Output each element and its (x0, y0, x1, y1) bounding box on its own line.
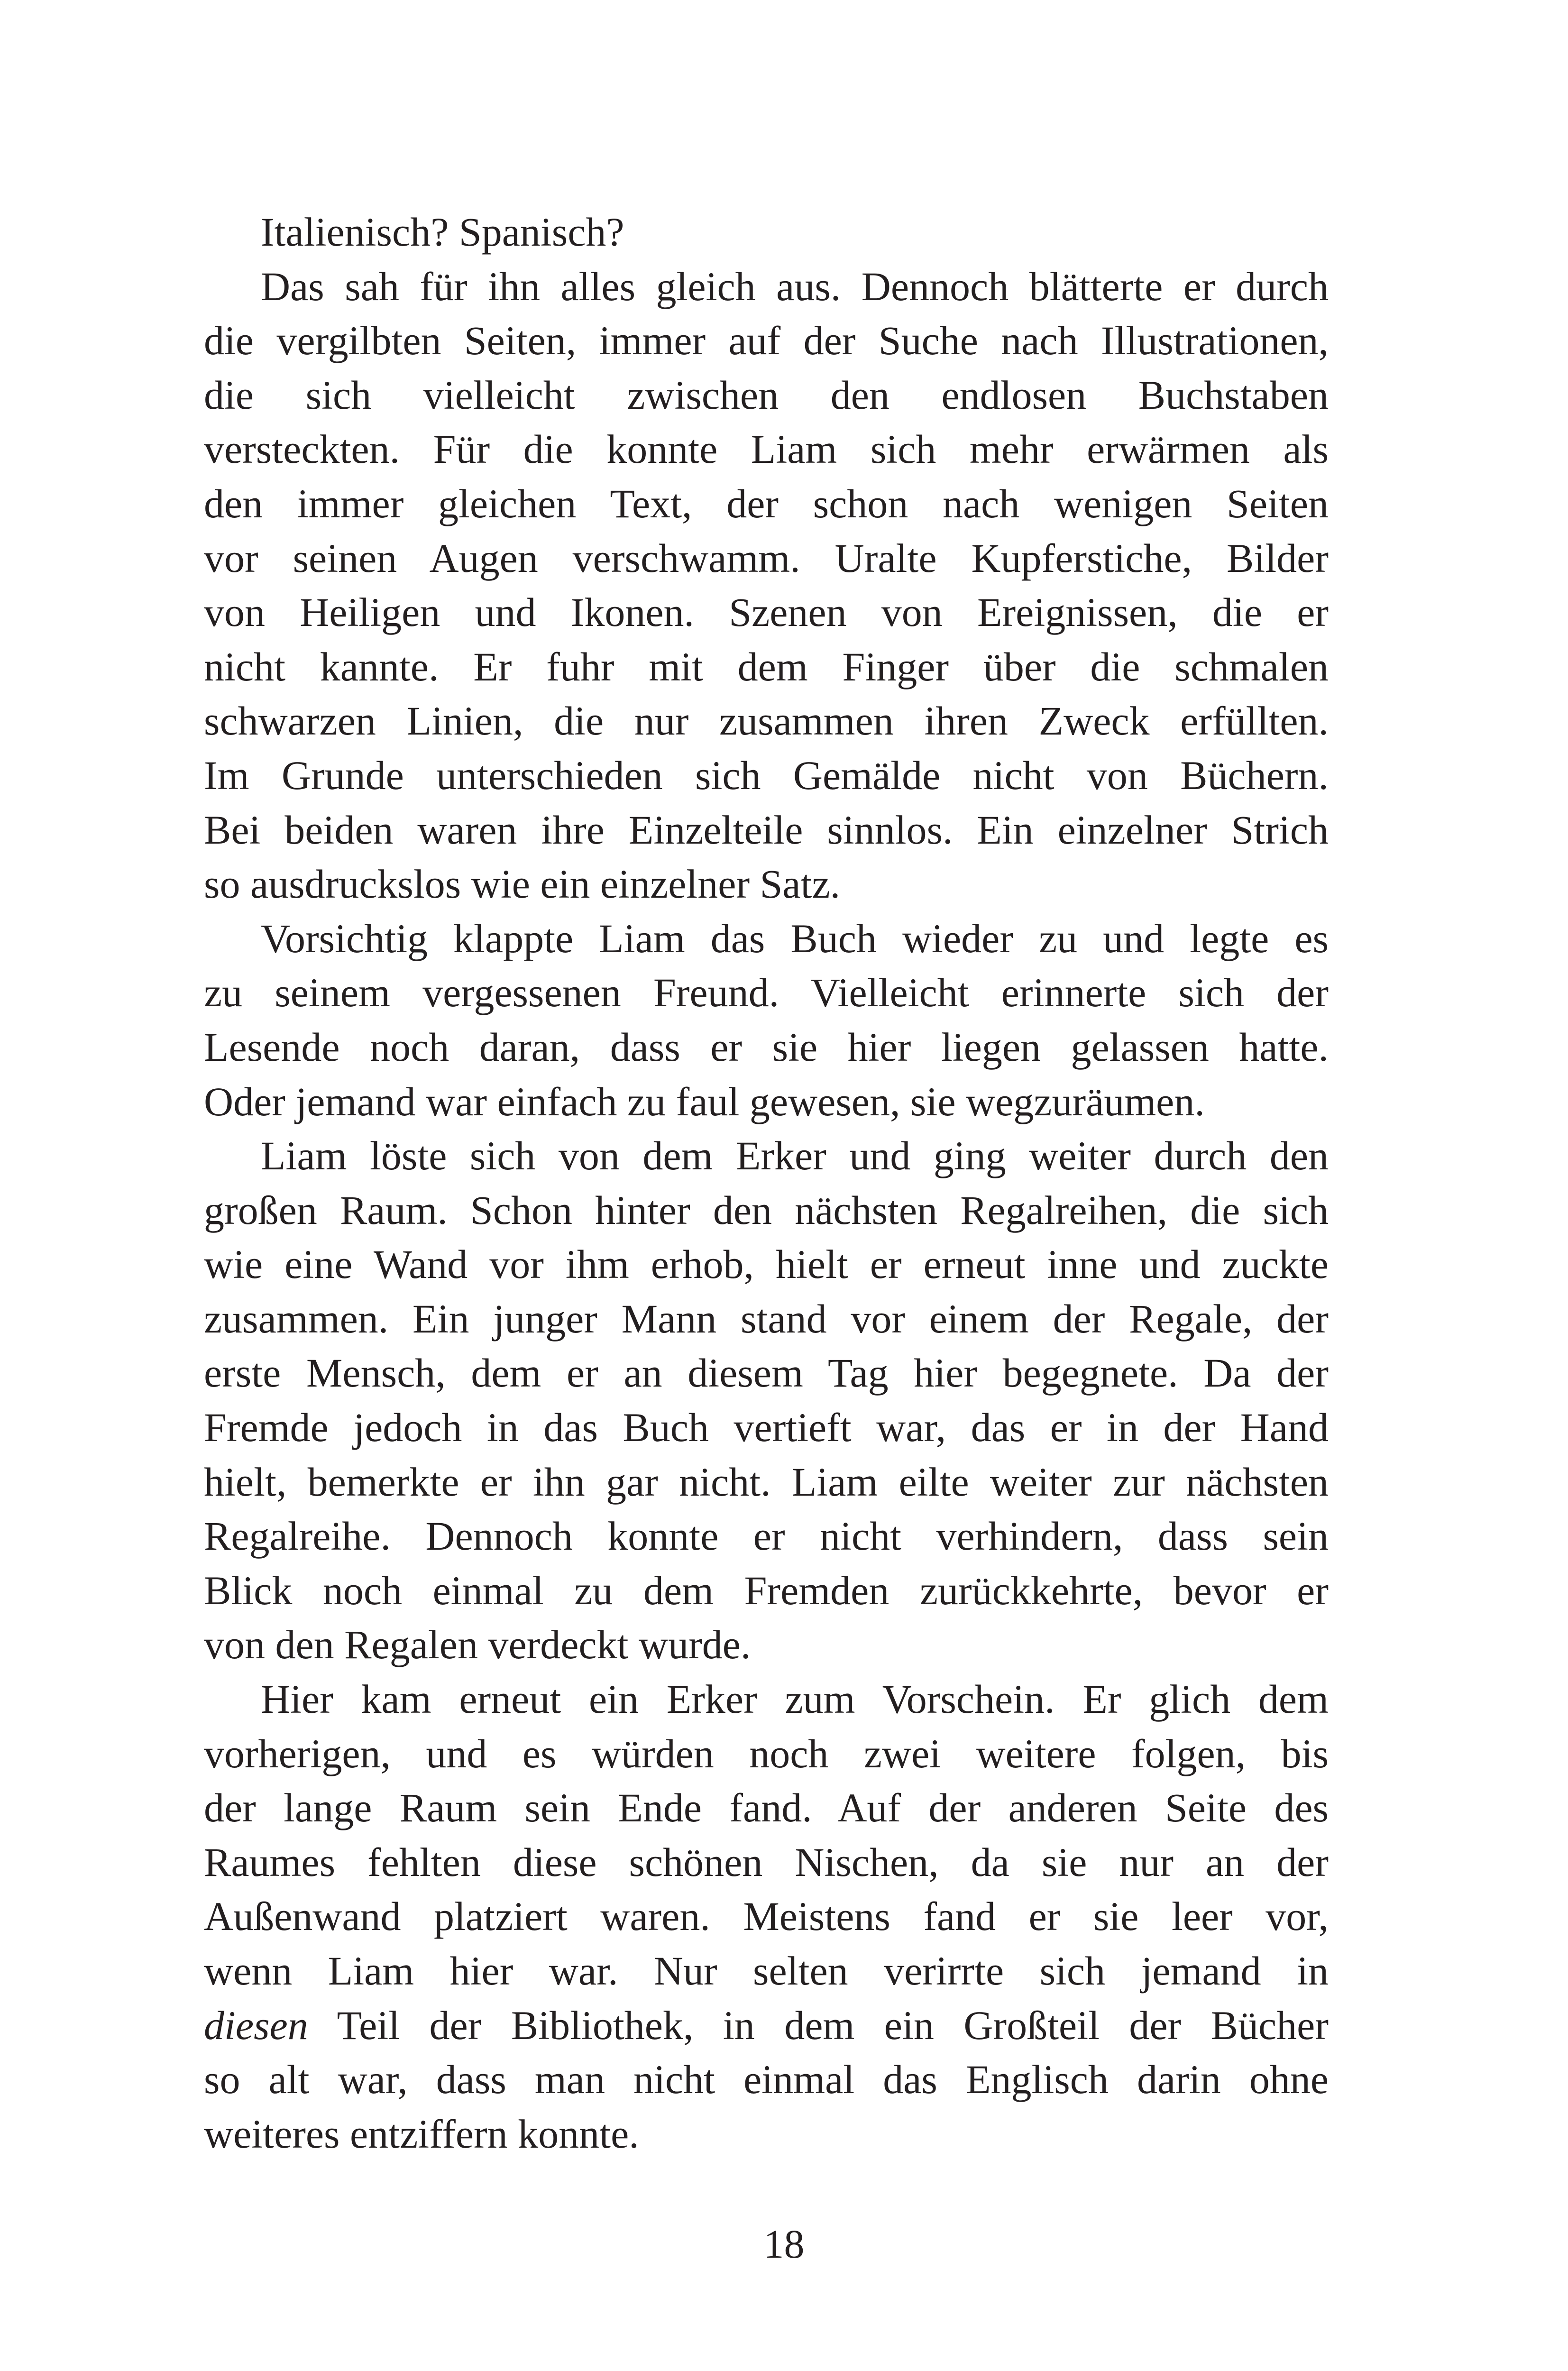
text-line: Regalreihe. Dennoch konnte er nicht verhindern, dass sein (204, 1513, 1329, 1559)
text-line: der lange Raum sein Ende fand. Auf der anderen Seite des (204, 1785, 1329, 1831)
text-line: von Heiligen und Ikonen. Szenen von Ereignissen, die er (204, 589, 1329, 635)
text-line: so ausdruckslos wie ein einzelner Satz. (204, 861, 841, 907)
text-line: so alt war, dass man nicht einmal das Englisch darin ohne (204, 2057, 1329, 2103)
text-segment: Teil der Bibliothek, in dem ein Großteil der Bücher (308, 2002, 1329, 2048)
text-line: zu seinem vergessenen Freund. Vielleicht erinnerte sich der (204, 970, 1329, 1016)
text-line: Oder jemand war einfach zu faul gewesen, sie wegzuräumen. (204, 1078, 1205, 1124)
paragraph (204, 205, 1329, 259)
text-line: vorherigen, und es würden noch zwei weitere folgen, bis (204, 1730, 1329, 1776)
text-line: wie eine Wand vor ihm erhob, hielt er erneut inne und zuckte (204, 1241, 1329, 1287)
body-text (204, 205, 1329, 2161)
text-line (204, 1998, 1329, 2053)
text-line: Bei beiden waren ihre Einzelteile sinnlos. Ein einzelner Strich (204, 807, 1329, 853)
text-line: Im Grunde unterschieden sich Gemälde nicht von Büchern. (204, 752, 1329, 798)
text-line: die vergilbten Seiten, immer auf der Suche nach Illustrationen, (204, 318, 1329, 364)
text-line: Lesende noch daran, dass er sie hier liegen gelassen hatte. (204, 1024, 1329, 1070)
text-line: die sich vielleicht zwischen den endlosen Buchstaben (204, 372, 1329, 418)
text-line: Blick noch einmal zu dem Fremden zurückkehrte, bevor er (204, 1567, 1329, 1613)
paragraph (204, 1129, 1329, 1672)
paragraph (204, 259, 1329, 911)
text-line: vor seinen Augen verschwamm. Uralte Kupferstiche, Bilder (204, 535, 1329, 581)
text-line: großen Raum. Schon hinter den nächsten Regalreihen, die sich (204, 1187, 1329, 1233)
text-line: hielt, bemerkte er ihn gar nicht. Liam eilte weiter zur nächsten (204, 1459, 1329, 1505)
text-line: Fremde jedoch in das Buch vertieft war, das er in der Hand (204, 1405, 1329, 1451)
text-line: schwarzen Linien, die nur zusammen ihren Zweck erfüllten. (204, 698, 1329, 744)
paragraph (204, 1672, 1329, 2161)
text-line: wenn Liam hier war. Nur selten verirrte sich jemand in (204, 1948, 1329, 1994)
text-line: Außenwand platziert waren. Meistens fand er sie leer vor, (204, 1893, 1329, 1939)
text-line: versteckten. Für die konnte Liam sich mehr erwärmen als (204, 426, 1329, 472)
text-line: Das sah für ihn alles gleich aus. Dennoch blätterte er durch (261, 263, 1329, 309)
text-line: erste Mensch, dem er an diesem Tag hier begegnete. Da der (204, 1350, 1329, 1396)
italic-text: diesen (204, 2002, 308, 2048)
text-line: Raumes fehlten diese schönen Nischen, da sie nur an der (204, 1839, 1329, 1885)
text-line: nicht kannte. Er fuhr mit dem Finger über die schmalen (204, 643, 1329, 689)
text-line: von den Regalen verdeckt wurde. (204, 1622, 751, 1668)
text-line: Vorsichtig klappte Liam das Buch wieder zu und legte es (261, 915, 1329, 961)
text-line: Italienisch? Spanisch? (261, 209, 624, 255)
text-line: weiteres entziffern konnte. (204, 2111, 639, 2157)
text-line: zusammen. Ein junger Mann stand vor einem der Regale, der (204, 1296, 1329, 1342)
page-number: 18 (763, 2221, 805, 2267)
text-line: den immer gleichen Text, der schon nach wenigen Seiten (204, 480, 1329, 526)
text-line: Liam löste sich von dem Erker und ging weiter durch den (261, 1133, 1329, 1179)
text-line: Hier kam erneut ein Erker zum Vorschein. Er glich dem (261, 1676, 1329, 1722)
paragraph (204, 911, 1329, 1129)
